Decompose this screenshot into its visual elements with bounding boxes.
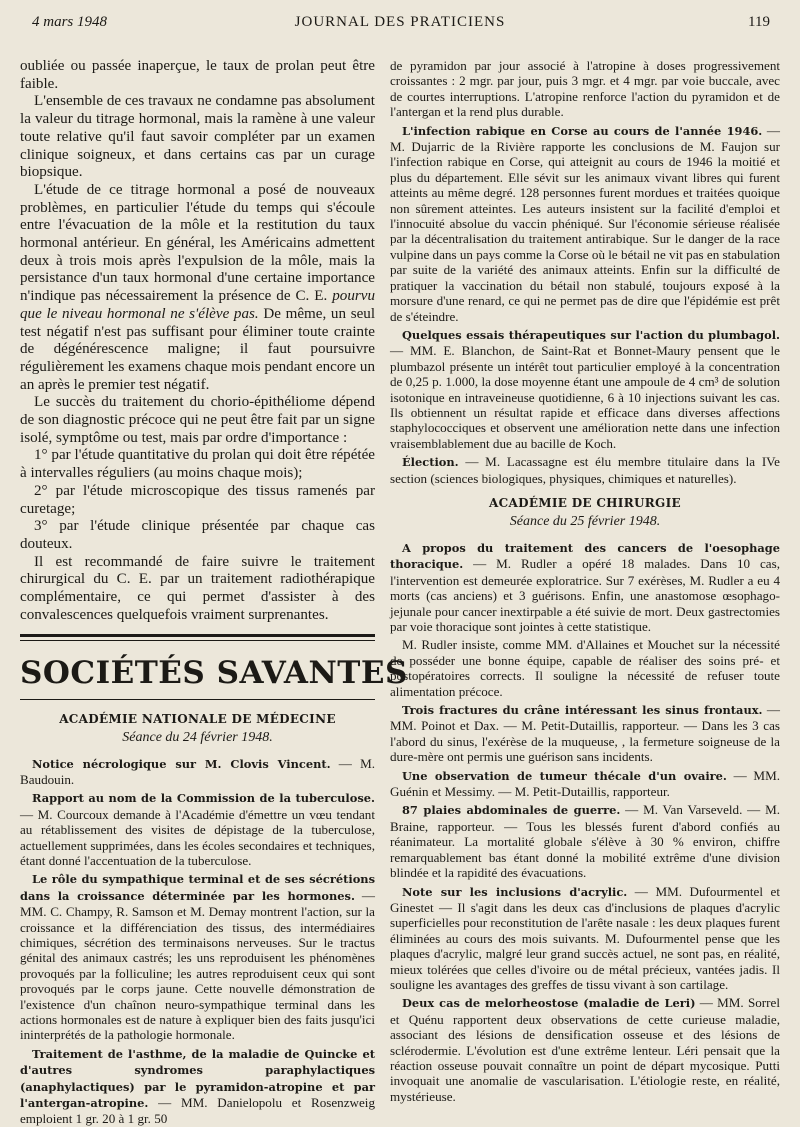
notice-item: A propos du traitement des cancers de l'oesophage thoracique. — M. Rudler a opéré 18 malades. Dans 10 cas, l'intervention est demeurée exploratrice. Sur 7 exérèses, M. Rudler a eu 4 morts (cas anciens) et 3 guérisons. Enfin, une anastomose œsophago-jejunale pour cancer inextirpable a été suivie de mort. Deux gastrectomies par voie thoracique sont jointes à cette statistique. <box>390 540 780 634</box>
notice-item: Traitement de l'asthme, de la maladie de Quincke et d'autres syndromes paraphylactiques (anaphylactiques) par le pyramidon-atropine et par l'antergan-atropine. — MM. Danielopolu et Rosenzweig emploient 1 gr. 20 à 1 gr. 50 <box>20 1046 375 1127</box>
notice-item: L'infection rabique en Corse au cours de l'année 1946. — M. Dujarric de la Rivière rapporte les conclusions de M. Faujon sur l'infection rabique en Corse, qui atteignit au cours de 1946 la moitié et plus du département. Elle sévit sur les animaux vivant libres qui furent atteints au même degré. 128 personnes furent mordues et traitées quoique non sûrement atteintes. Les auteurs insistent sur la facilité d'emploi et l'innocuité absolue du vaccin phéniqué. Sur l'économie sérieuse réalisée par la décentralisation du traitement antirabique. Sur le danger de la race vulpine dans un pays comme la Corse où le bétail ne vit pas en stabulation par suite de la variété des animaux atteints. Enfin sur la difficulté de pratiquer la vaccination du bétail non stabulé, toujours exposé à la morsure d'une renard, ce qui ne permet pas de dire que l'épidémie est prêt de s'éteindre. <box>390 122 780 324</box>
session-date: Séance du 25 février 1948. <box>509 513 661 529</box>
notice-item: Le rôle du sympathique terminal et de ses sécrétions dans la croissance déterminée par les hormones. — MM. C. Champy, R. Samson et M. Demay montrent l'action, sur la croissance et la différenciation des tissus, des intermédiaires chimiques, sécrétion des terminaisons nerveuses. Sur le tractus génital des animaux castrés; les uns reproduisent les phénomènes provoqués par la folliculine; les autres reproduisent ceux qui sont provoqués par le corps jaune. Cette nouvelle démonstration de l'existence d'un chaînon neuro-sympathique terminal dans les actions hormonales est de nature à expliquer bien des faits jusqu'ici ininterprétés de la pathologie hormonale. <box>20 872 375 1043</box>
academy-title: ACADÉMIE DE CHIRURGIE <box>489 495 681 510</box>
notice-item: Élection. — M. Lacassagne est élu membre titulaire dans la IVe section (sciences biologiques, physiques, chimiques et naturelles). <box>390 454 780 486</box>
notice-item: 87 plaies abdominales de guerre. — M. Van Varseveld. — M. Braine, rapporteur. — Tous les blessés furent d'abord confiés au réanimateur. La mortalité globale s'élève à 30 % environ, chiffre remarquablement bas étant donné la mobilité extrême d'une division blindée et la rapidité des évacuations. <box>390 802 780 881</box>
notice-item: Rapport au nom de la Commission de la tuberculose. — M. Courcoux demande à l'Académie d'émettre un vœu tendant au rétablissement des visites de dépistage de la tuberculose, actuellement supprimées, dans les écoles secondaires et techniques, étant donné l'accentuation de la tuberculose. <box>20 791 375 868</box>
notice-item: M. Rudler insiste, comme MM. d'Allaines et Mouchet sur la nécessité de posséder une bonne équipe, capable de réaliser des soins pré- et postopératoires corrects. Il souligne la nécessité de refuser toute alimentation précoce. <box>390 637 780 699</box>
notice-item: Note sur les inclusions d'acrylic. — MM. Dufourmentel et Ginestet — Il s'agit dans les deux cas d'inclusions de plaques d'acrylic superficielles pour reconstitution de l'arête nasale : les deux plaques furent éliminées au cours des mois suivants. M. Dufourmentel pense que les plaques d'acrylic, malgré leur grand succès actuel, ne sont pas, en réalité, mieux tolérées que celles d'ivoire ou de métal précieux, vantées jadis. Il souligne les avantages des greffes de tissu vivant à son cartilage. <box>390 883 780 992</box>
right-column <box>390 58 780 1104</box>
divider <box>20 699 375 700</box>
divider <box>20 640 375 641</box>
section-heading: SOCIÉTÉS SAVANTES <box>20 654 408 691</box>
surgery-notices <box>390 540 780 1104</box>
article-continuation <box>20 58 375 625</box>
list-item: 1° par l'étude quantitative du prolan qui doit être répétée à intervalles réguliers (au moins chaque mois); <box>20 447 375 482</box>
paragraph: Le succès du traitement du chorio-épithéliome dépend de son diagnostic précoce qui ne peut être fait par un signe isolé, symptôme ou test, mais par ordre d'importance : <box>20 394 375 446</box>
academy-title: ACADÉMIE NATIONALE DE MÉDECINE <box>59 711 336 726</box>
page-header <box>22 10 778 32</box>
medicine-notices-continued <box>390 58 780 486</box>
paragraph: oubliée ou passée inaperçue, le taux de prolan peut être faible. <box>20 58 375 92</box>
paragraph: L'étude de ce titrage hormonal a posé de nouveaux problèmes, en particulier l'étude du temps qui s'écoule entre l'évacuation de la môle et la restitution du taux hormonal antérieur. En général, les Américains admettent deux à trois mois après l'expulsion de la môle, mais la persistance d'un taux hormonal d'une certaine importance n'indique pas nécessairement la présence de C. E. pourvu que le niveau hormonal ne s'élève pas. De même, un seul test négatif n'est pas suffisant pour éliminer toute crainte de dégénérescence maligne; il faut poursuivre régulièrement les examens chaque mois pendant encore un an après le premier test négatif. <box>20 181 376 393</box>
list-item: 2° par l'étude microscopique des tissus ramenés par curetage; <box>20 482 375 517</box>
medicine-notices <box>20 756 375 1127</box>
notice-item: de pyramidon par jour associé à l'atropine à doses progressivement croissantes : 2 mgr. par jour, puis 3 mgr. et 4 mgr. par voie buccale, avec de courtes interruptions. L'atropine renforce l'action du pyramidon et de l'antergan et la rend plus durable. <box>390 58 780 120</box>
divider <box>20 634 375 637</box>
notice-item: Trois fractures du crâne intéressant les sinus frontaux. — MM. Poinot et Dax. — M. Petit-Dutaillis, rapporteur. — Dans les 3 cas l'abord du sinus, l'exérèse de la muqueuse, , la fermeture soigneuse de la dure-mère ont permis une guérison sans incidents. <box>390 702 780 765</box>
page-number: 119 <box>748 14 770 30</box>
journal-title: JOURNAL DES PRATICIENS <box>294 14 506 30</box>
left-column <box>20 58 408 1127</box>
paragraph: Il est recommandé de faire suivre le traitement chirurgical du C. E. par un traitement radiothérapique complémentaire, ce qui permet d'assister à des convalescences quelquefois vraiment surprenantes. <box>20 553 375 623</box>
notice-item: Une observation de tumeur thécale d'un ovaire. — MM. Guénin et Messimy. — M. Petit-Dutaillis, rapporteur. <box>390 767 780 800</box>
session-date: Séance du 24 février 1948. <box>122 729 273 745</box>
notice-item: Quelques essais thérapeutiques sur l'action du plumbagol. — MM. E. Blanchon, de Saint-Rat et Bonnet-Maury pensent que le plumbazol présente un intérêt tout particulier employé à la concentration de 0,25 p. 1.000, la dose moyenne étant une ampoule de 4 cm³ de solution isotonique en intraveineuse quotidienne, 6 à 10 injections suivant les cas. Ils obtiennent un résultat rapide et efficace dans diverses affections staphylococciques et observent une amélioration nette dans une infection vraisemblablement due au bacille de Koch. <box>390 327 780 451</box>
paragraph: L'ensemble de ces travaux ne condamne pas absolument la valeur du titrage hormonal, mais la ramène à une valeur toute relative qu'il faut savoir compléter par un examen clinique soigneux, et dans certains cas par un curage biopsique. <box>20 93 375 181</box>
list-item: 3° par l'étude clinique présentée par chaque cas douteux. <box>20 518 375 552</box>
notice-item: Notice nécrologique sur M. Clovis Vincent. — M. Baudouin. <box>20 755 376 787</box>
notice-item: Deux cas de melorheostose (maladie de Leri) — MM. Sorrel et Quénu rapportent deux observations de cette curieuse maladie, associant des lésions de densification osseuse et des lésions de sclérodermie. L'évolution est d'une extrême lenteur. Léri pensait que la réaction osseuse pouvait connaître un point de départ mycosique. Putti invoquait une anomalie de vascularisation. L'étiologie reste, en réalité, mystérieuse. <box>390 995 780 1104</box>
issue-date: 4 mars 1948 <box>32 14 108 30</box>
